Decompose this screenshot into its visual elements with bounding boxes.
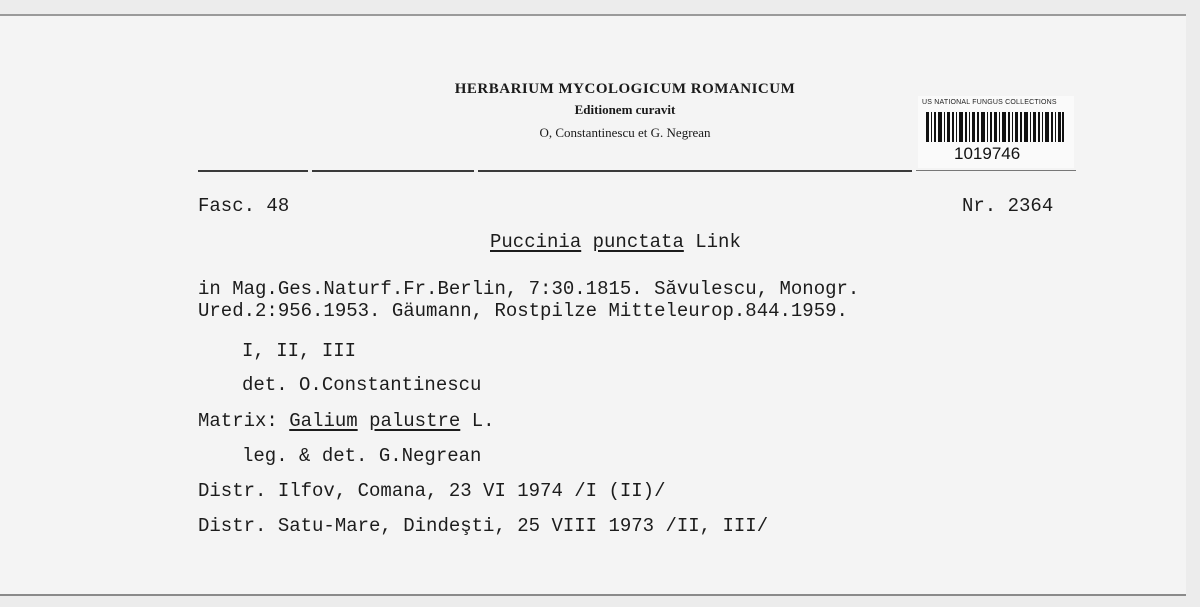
- barcode-tag: [918, 96, 1074, 168]
- matrix-host: [198, 410, 495, 432]
- spore-stages: I, II, III: [242, 340, 357, 362]
- barcode-number: 1019746: [954, 144, 1021, 163]
- species-name: [490, 231, 741, 253]
- host-author: L.: [471, 410, 495, 432]
- species-epithet: punctata: [592, 231, 684, 253]
- exsiccata-number: Nr. 2364: [962, 195, 1054, 217]
- locality-1: Distr. Ilfov, Comana, 23 VI 1974 /I (II)/: [198, 480, 666, 502]
- header-rule-barcode: [916, 170, 1076, 171]
- determiner: det. O.Constantinescu: [242, 374, 482, 396]
- collector: leg. & det. G.Negrean: [242, 445, 482, 467]
- species-genus: Puccinia: [490, 231, 582, 253]
- header-rule-left: [198, 170, 308, 172]
- barcode-icon: [926, 112, 1064, 142]
- editor-subtitle: Editionem curavit: [574, 102, 676, 117]
- reference-line-2: Ured.2:956.1953. Gäumann, Rostpilze Mitteleurop.844.1959.: [198, 300, 848, 322]
- reference-line-1: in Mag.Ges.Naturf.Fr.Berlin, 7:30.1815. Săvulescu, Monogr.: [198, 278, 860, 300]
- header-rule-right: [478, 170, 912, 172]
- host-genus: Galium: [289, 410, 358, 432]
- locality-2: Distr. Satu-Mare, Dindeşti, 25 VIII 1973 /II, III/: [198, 515, 769, 537]
- species-author: Link: [695, 231, 741, 253]
- fascicle-number: Fasc. 48: [198, 195, 290, 217]
- herbarium-title: HERBARIUM MYCOLOGICUM ROMANICUM: [454, 81, 796, 97]
- header-rule-mid: [312, 170, 474, 172]
- label-header: [400, 78, 850, 146]
- editor-names: O, Constantinescu et G. Negrean: [539, 125, 711, 140]
- matrix-label: Matrix:: [198, 410, 278, 432]
- barcode-caption: US NATIONAL FUNGUS COLLECTIONS: [922, 99, 1057, 106]
- host-species: palustre: [369, 410, 461, 432]
